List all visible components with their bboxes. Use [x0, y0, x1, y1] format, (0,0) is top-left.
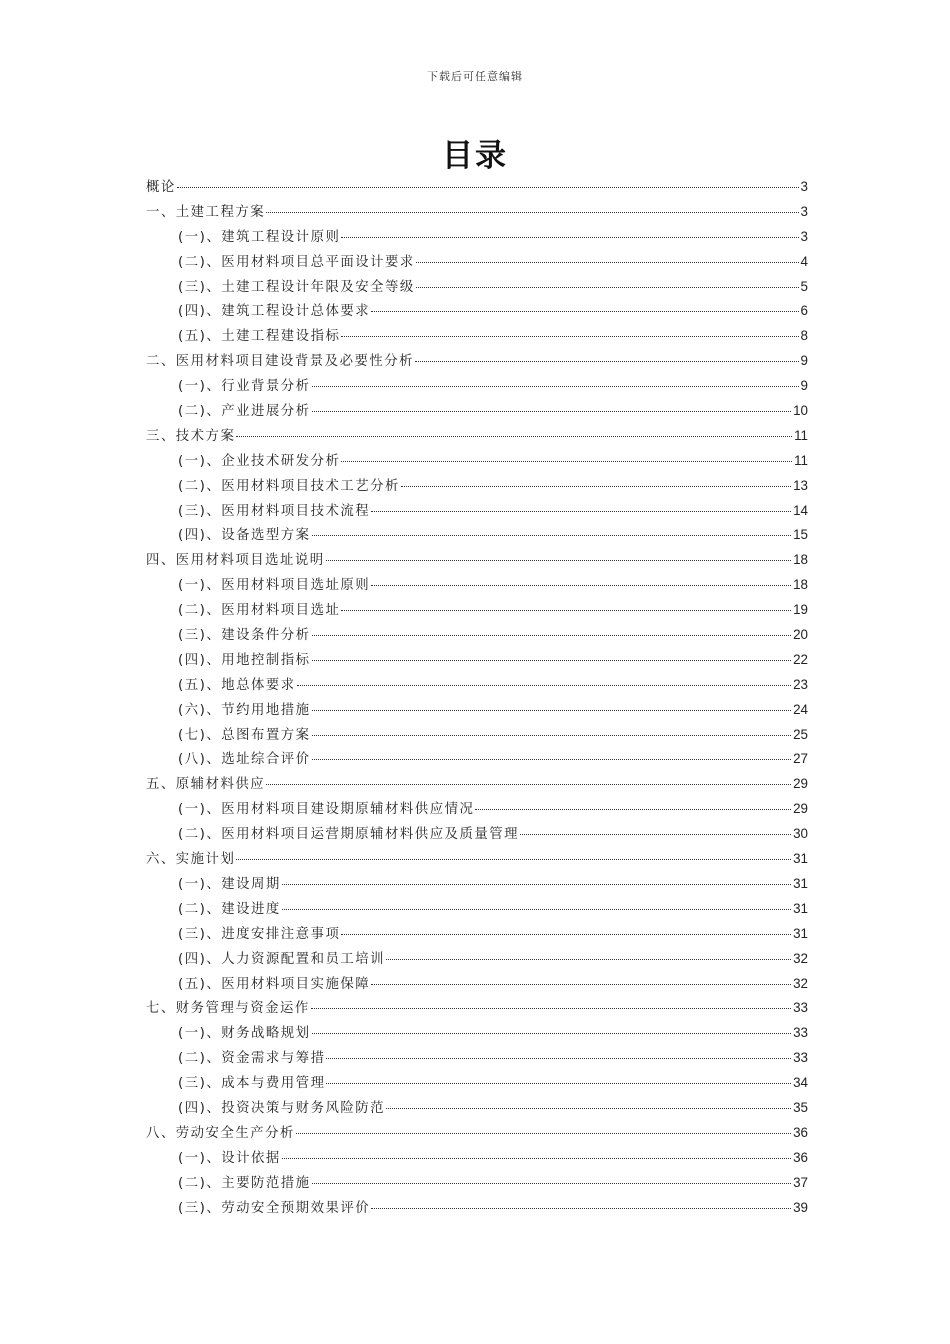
dot-leader	[312, 735, 792, 736]
toc-entry-label: (四)、设备选型方案	[178, 528, 311, 544]
toc-subentry[interactable]	[146, 1147, 808, 1172]
toc-entry[interactable]	[146, 201, 808, 226]
toc-subentry[interactable]	[146, 649, 808, 674]
toc-entry-label: (一)、行业背景分析	[178, 379, 311, 395]
toc-subentry[interactable]	[146, 823, 808, 848]
toc-entry-page-number: 32	[793, 975, 808, 991]
toc-entry-label: (一)、设计依据	[178, 1150, 281, 1166]
toc-entry-page-number: 9	[800, 378, 808, 394]
toc-subentry[interactable]	[146, 276, 808, 301]
dot-leader	[341, 461, 792, 462]
dot-leader	[371, 585, 791, 586]
header-note: 下载后可任意编辑	[427, 70, 523, 83]
toc-subentry[interactable]	[146, 226, 808, 251]
toc-subentry[interactable]	[146, 475, 808, 500]
toc-entry-label: 五、原辅材料供应	[146, 777, 266, 793]
toc-entry-page-number: 11	[794, 452, 808, 468]
toc-entry-page-number: 36	[793, 1149, 808, 1165]
toc-entry-page-number: 18	[793, 552, 808, 568]
toc-entry-page-number: 9	[800, 353, 808, 369]
dot-leader	[520, 834, 791, 835]
toc-subentry[interactable]	[146, 400, 808, 425]
toc-subentry[interactable]	[146, 898, 808, 923]
toc-entry[interactable]	[146, 997, 808, 1022]
toc-entry-label: 六、实施计划	[146, 852, 236, 868]
dot-leader	[297, 685, 791, 686]
toc-entry[interactable]	[146, 350, 808, 375]
toc-entry-label: 概论	[146, 180, 176, 195]
dot-leader	[296, 1133, 791, 1134]
toc-entry-label: (四)、投资决策与财务风险防范	[178, 1100, 386, 1116]
toc-entry-page-number: 34	[793, 1075, 808, 1091]
toc-entry-label: (一)、医用材料项目建设期原辅材料供应情况	[178, 802, 475, 818]
toc-entry-page-number: 31	[793, 875, 808, 891]
toc-entry-page-number: 29	[793, 801, 808, 817]
dot-leader	[282, 1158, 791, 1159]
dot-leader	[341, 336, 798, 337]
dot-leader	[326, 1058, 791, 1059]
dot-leader	[312, 535, 792, 536]
toc-entry-page-number: 18	[793, 577, 808, 593]
toc-subentry[interactable]	[146, 1197, 808, 1222]
table-of-contents	[146, 176, 808, 1221]
toc-entry-label: (一)、财务战略规划	[178, 1026, 311, 1042]
dot-leader	[312, 759, 792, 760]
dot-leader	[415, 361, 799, 362]
toc-subentry[interactable]	[146, 500, 808, 525]
toc-entry-label: (三)、建设条件分析	[178, 628, 311, 644]
toc-entry-label: (三)、医用材料项目技术流程	[178, 503, 371, 519]
toc-subentry[interactable]	[146, 624, 808, 649]
dot-leader	[312, 1033, 792, 1034]
toc-entry-page-number: 13	[793, 477, 808, 493]
toc-entry-page-number: 31	[793, 925, 808, 941]
toc-entry-page-number: 20	[793, 627, 808, 643]
toc-entry-label: (五)、土建工程建设指标	[178, 329, 341, 345]
toc-subentry[interactable]	[146, 450, 808, 475]
dot-leader	[312, 660, 792, 661]
toc-entry-label: 四、医用材料项目选址说明	[146, 553, 325, 569]
toc-entry-label: (三)、劳动安全预期效果评价	[178, 1200, 371, 1216]
toc-entry-page-number: 31	[793, 900, 808, 916]
dot-leader	[266, 212, 798, 213]
dot-leader	[371, 984, 791, 985]
toc-subentry[interactable]	[146, 1047, 808, 1072]
toc-entry-page-number: 29	[793, 776, 808, 792]
dot-leader	[312, 635, 792, 636]
dot-leader	[312, 386, 799, 387]
toc-entry-page-number: 31	[793, 851, 808, 867]
toc-entry[interactable]	[146, 425, 808, 450]
dot-leader	[312, 411, 792, 412]
toc-entry-label: (二)、建设进度	[178, 901, 281, 917]
dot-leader	[266, 784, 791, 785]
toc-entry-label: (二)、医用材料项目技术工艺分析	[178, 478, 400, 494]
toc-entry-page-number: 3	[800, 179, 808, 194]
dot-leader	[282, 884, 791, 885]
toc-subentry[interactable]	[146, 674, 808, 699]
toc-entry-label: (二)、医用材料项目选址	[178, 603, 341, 619]
dot-leader	[312, 710, 792, 711]
toc-entry-page-number: 5	[800, 278, 808, 294]
toc-entry-label: (一)、企业技术研发分析	[178, 453, 341, 469]
toc-subentry[interactable]	[146, 1172, 808, 1197]
toc-entry-page-number: 6	[800, 303, 808, 319]
toc-entry-page-number: 11	[794, 427, 808, 443]
dot-leader	[312, 1183, 792, 1184]
toc-subentry[interactable]	[146, 375, 808, 400]
dot-leader	[341, 610, 791, 611]
toc-entry[interactable]	[146, 1122, 808, 1147]
toc-entry-label: (二)、产业进展分析	[178, 404, 311, 420]
toc-entry-label: 八、劳动安全生产分析	[146, 1125, 295, 1141]
toc-subentry[interactable]	[146, 699, 808, 724]
toc-entry-label: 一、土建工程方案	[146, 204, 266, 220]
toc-entry-page-number: 24	[793, 701, 808, 717]
dot-leader	[341, 934, 791, 935]
toc-entry-page-number: 36	[793, 1124, 808, 1140]
toc-subentry[interactable]	[146, 798, 808, 823]
toc-entry-label: (二)、医用材料项目运营期原辅材料供应及质量管理	[178, 827, 520, 843]
toc-entry-page-number: 4	[800, 253, 808, 269]
toc-subentry[interactable]	[146, 251, 808, 276]
toc-entry-label: (四)、建筑工程设计总体要求	[178, 304, 371, 320]
dot-leader	[311, 1008, 791, 1009]
dot-leader	[371, 311, 798, 312]
dot-leader	[416, 262, 799, 263]
toc-entry-page-number: 32	[793, 950, 808, 966]
toc-entry-label: (八)、选址综合评价	[178, 752, 311, 768]
dot-leader	[177, 187, 799, 188]
toc-entry-page-number: 14	[793, 502, 808, 518]
dot-leader	[371, 1208, 791, 1209]
dot-leader	[236, 859, 791, 860]
toc-entry-page-number: 33	[793, 1050, 808, 1066]
dot-leader	[371, 511, 791, 512]
dot-leader	[326, 560, 791, 561]
toc-entry-label: (三)、进度安排注意事项	[178, 926, 341, 942]
toc-entry-label: 三、技术方案	[146, 428, 236, 444]
dot-leader	[401, 486, 791, 487]
toc-entry[interactable]	[146, 176, 808, 201]
toc-entry[interactable]	[146, 549, 808, 574]
dot-leader	[282, 909, 791, 910]
toc-subentry[interactable]	[146, 574, 808, 599]
toc-entry-page-number: 25	[793, 726, 808, 742]
toc-entry-label: (一)、建筑工程设计原则	[178, 229, 341, 245]
toc-entry-page-number: 33	[793, 1000, 808, 1016]
toc-entry-label: (四)、用地控制指标	[178, 652, 311, 668]
toc-entry-page-number: 30	[793, 826, 808, 842]
dot-leader	[386, 1108, 791, 1109]
toc-entry-page-number: 37	[793, 1174, 808, 1190]
toc-entry-label: (七)、总图布置方案	[178, 727, 311, 743]
dot-leader	[326, 1083, 791, 1084]
toc-entry-page-number: 27	[793, 751, 808, 767]
toc-subentry[interactable]	[146, 300, 808, 325]
toc-entry[interactable]	[146, 773, 808, 798]
toc-subentry[interactable]	[146, 1097, 808, 1122]
toc-subentry[interactable]	[146, 325, 808, 350]
toc-subentry[interactable]	[146, 923, 808, 948]
toc-title: 目录	[442, 138, 508, 174]
toc-subentry[interactable]	[146, 873, 808, 898]
toc-subentry[interactable]	[146, 1022, 808, 1047]
toc-entry-page-number: 35	[793, 1099, 808, 1115]
toc-subentry[interactable]	[146, 973, 808, 998]
toc-entry-label: 七、财务管理与资金运作	[146, 1001, 310, 1017]
dot-leader	[416, 287, 799, 288]
toc-entry-label: (二)、医用材料项目总平面设计要求	[178, 254, 415, 270]
toc-entry-label: (五)、地总体要求	[178, 677, 296, 693]
toc-entry-label: (四)、人力资源配置和员工培训	[178, 951, 386, 967]
toc-entry[interactable]	[146, 848, 808, 873]
toc-entry-label: (二)、资金需求与筹措	[178, 1051, 326, 1067]
toc-entry-page-number: 19	[793, 602, 808, 618]
toc-subentry[interactable]	[146, 948, 808, 973]
dot-leader	[386, 959, 791, 960]
toc-entry-page-number: 23	[793, 676, 808, 692]
toc-entry-page-number: 39	[793, 1199, 808, 1215]
toc-entry-page-number: 3	[800, 228, 808, 244]
toc-entry-page-number: 8	[800, 328, 808, 344]
toc-entry-page-number: 15	[793, 527, 808, 543]
toc-entry-page-number: 3	[800, 203, 808, 219]
toc-entry-label: (三)、成本与费用管理	[178, 1076, 326, 1092]
toc-subentry[interactable]	[146, 748, 808, 773]
toc-subentry[interactable]	[146, 724, 808, 749]
toc-entry-label: (一)、医用材料项目选址原则	[178, 578, 371, 594]
toc-entry-label: (二)、主要防范措施	[178, 1175, 311, 1191]
toc-subentry[interactable]	[146, 524, 808, 549]
toc-entry-label: 二、医用材料项目建设背景及必要性分析	[146, 354, 415, 370]
toc-entry-page-number: 33	[793, 1025, 808, 1041]
toc-subentry[interactable]	[146, 599, 808, 624]
dot-leader	[236, 436, 792, 437]
toc-entry-page-number: 22	[793, 651, 808, 667]
toc-entry-page-number: 10	[793, 403, 808, 419]
dot-leader	[341, 237, 798, 238]
toc-entry-label: (六)、节约用地措施	[178, 702, 311, 718]
toc-entry-label: (五)、医用材料项目实施保障	[178, 976, 371, 992]
dot-leader	[475, 809, 791, 810]
toc-entry-label: (三)、土建工程设计年限及安全等级	[178, 279, 415, 295]
toc-entry-label: (一)、建设周期	[178, 876, 281, 892]
toc-subentry[interactable]	[146, 1072, 808, 1097]
